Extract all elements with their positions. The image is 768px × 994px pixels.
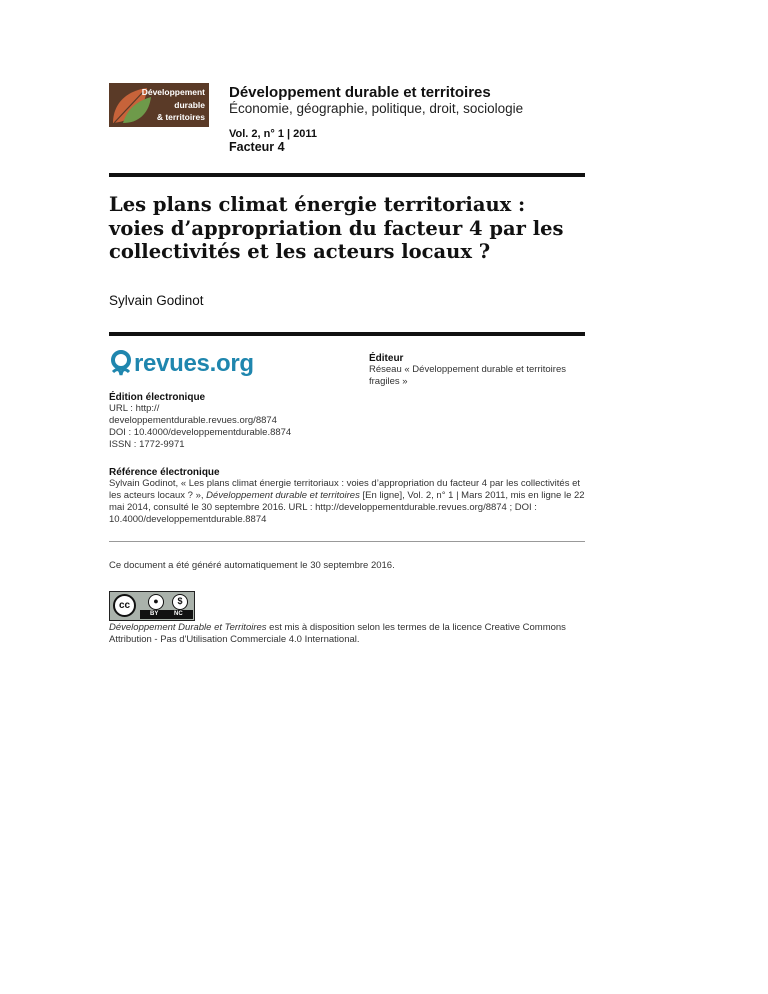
article-author: Sylvain Godinot bbox=[109, 293, 204, 308]
reference-text-part: Sylvain Godinot, « Les plans climat énergie territoriaux : voies d’appropriation du facteur 4 par les collectivités et les acteurs locaux ? », bbox=[109, 478, 581, 501]
journal-logo bbox=[109, 83, 209, 127]
reference-journal: Développement durable et territoires bbox=[206, 490, 360, 501]
cc-icon: cc bbox=[113, 594, 136, 617]
editor-label: Éditeur bbox=[369, 353, 404, 364]
revues-logo-text: revues.org bbox=[134, 350, 254, 377]
nc-label: NC bbox=[174, 611, 183, 617]
divider bbox=[109, 332, 585, 336]
edition-doi[interactable]: DOI : 10.4000/developpementdurable.8874 bbox=[109, 427, 292, 438]
attribution-icon: ● bbox=[148, 594, 164, 610]
editor-value: Réseau « Développement durable et territoires fragiles » bbox=[369, 364, 566, 387]
editor-block bbox=[369, 353, 569, 388]
reference-label: Référence électronique bbox=[109, 467, 220, 478]
license-body: est mis à disposition selon les termes de la licence Creative Commons Attribution - Pas d'Utilisation Commerciale 4.0 International. bbox=[109, 622, 566, 645]
license-journal: Développement Durable et Territoires bbox=[109, 622, 267, 633]
generated-note: Ce document a été généré automatiquement le 30 septembre 2016. bbox=[109, 560, 395, 571]
noncommercial-icon: $ bbox=[172, 594, 188, 610]
logo-line: Développement bbox=[141, 87, 205, 97]
journal-title: Développement durable et territoires bbox=[229, 84, 491, 101]
article-title: Les plans climat énergie territoriaux : voies d’appropriation du facteur 4 par les collectivités et les acteurs locaux ? bbox=[109, 193, 564, 263]
issue-theme: Facteur 4 bbox=[229, 140, 285, 154]
journal-subtitle: Économie, géographie, politique, droit, sociologie bbox=[229, 101, 524, 116]
by-label: BY bbox=[150, 611, 159, 617]
badge-strip bbox=[140, 610, 193, 619]
cc-license-badge[interactable] bbox=[109, 591, 195, 621]
reference-text-part: [En ligne], Vol. 2, n° 1 | Mars 2011, mis en ligne le 22 mai 2014, consulté le 30 septembre 2016. URL : http://developpementdurable.revues.org/8874 ; DOI : 10.4000/developpementdurable.8874 bbox=[109, 490, 585, 525]
revues-flower-icon bbox=[109, 350, 133, 378]
license-text bbox=[109, 622, 579, 646]
edition-issn: ISSN : 1772-9971 bbox=[109, 439, 185, 450]
logo-line: & territoires bbox=[156, 112, 205, 122]
issue-info: Vol. 2, n° 1 | 2011 bbox=[229, 128, 317, 140]
reference-block bbox=[109, 467, 585, 526]
edition-line: URL : http:// bbox=[109, 403, 160, 414]
revues-logo[interactable] bbox=[109, 350, 254, 378]
electronic-edition-block bbox=[109, 392, 409, 451]
edition-url[interactable]: developpementdurable.revues.org/8874 bbox=[109, 415, 277, 426]
edition-label: Édition électronique bbox=[109, 392, 206, 403]
divider bbox=[109, 173, 585, 177]
logo-line: durable bbox=[174, 99, 205, 110]
reference-text bbox=[109, 478, 585, 526]
divider bbox=[109, 541, 585, 542]
journal-logo-text bbox=[142, 86, 205, 124]
